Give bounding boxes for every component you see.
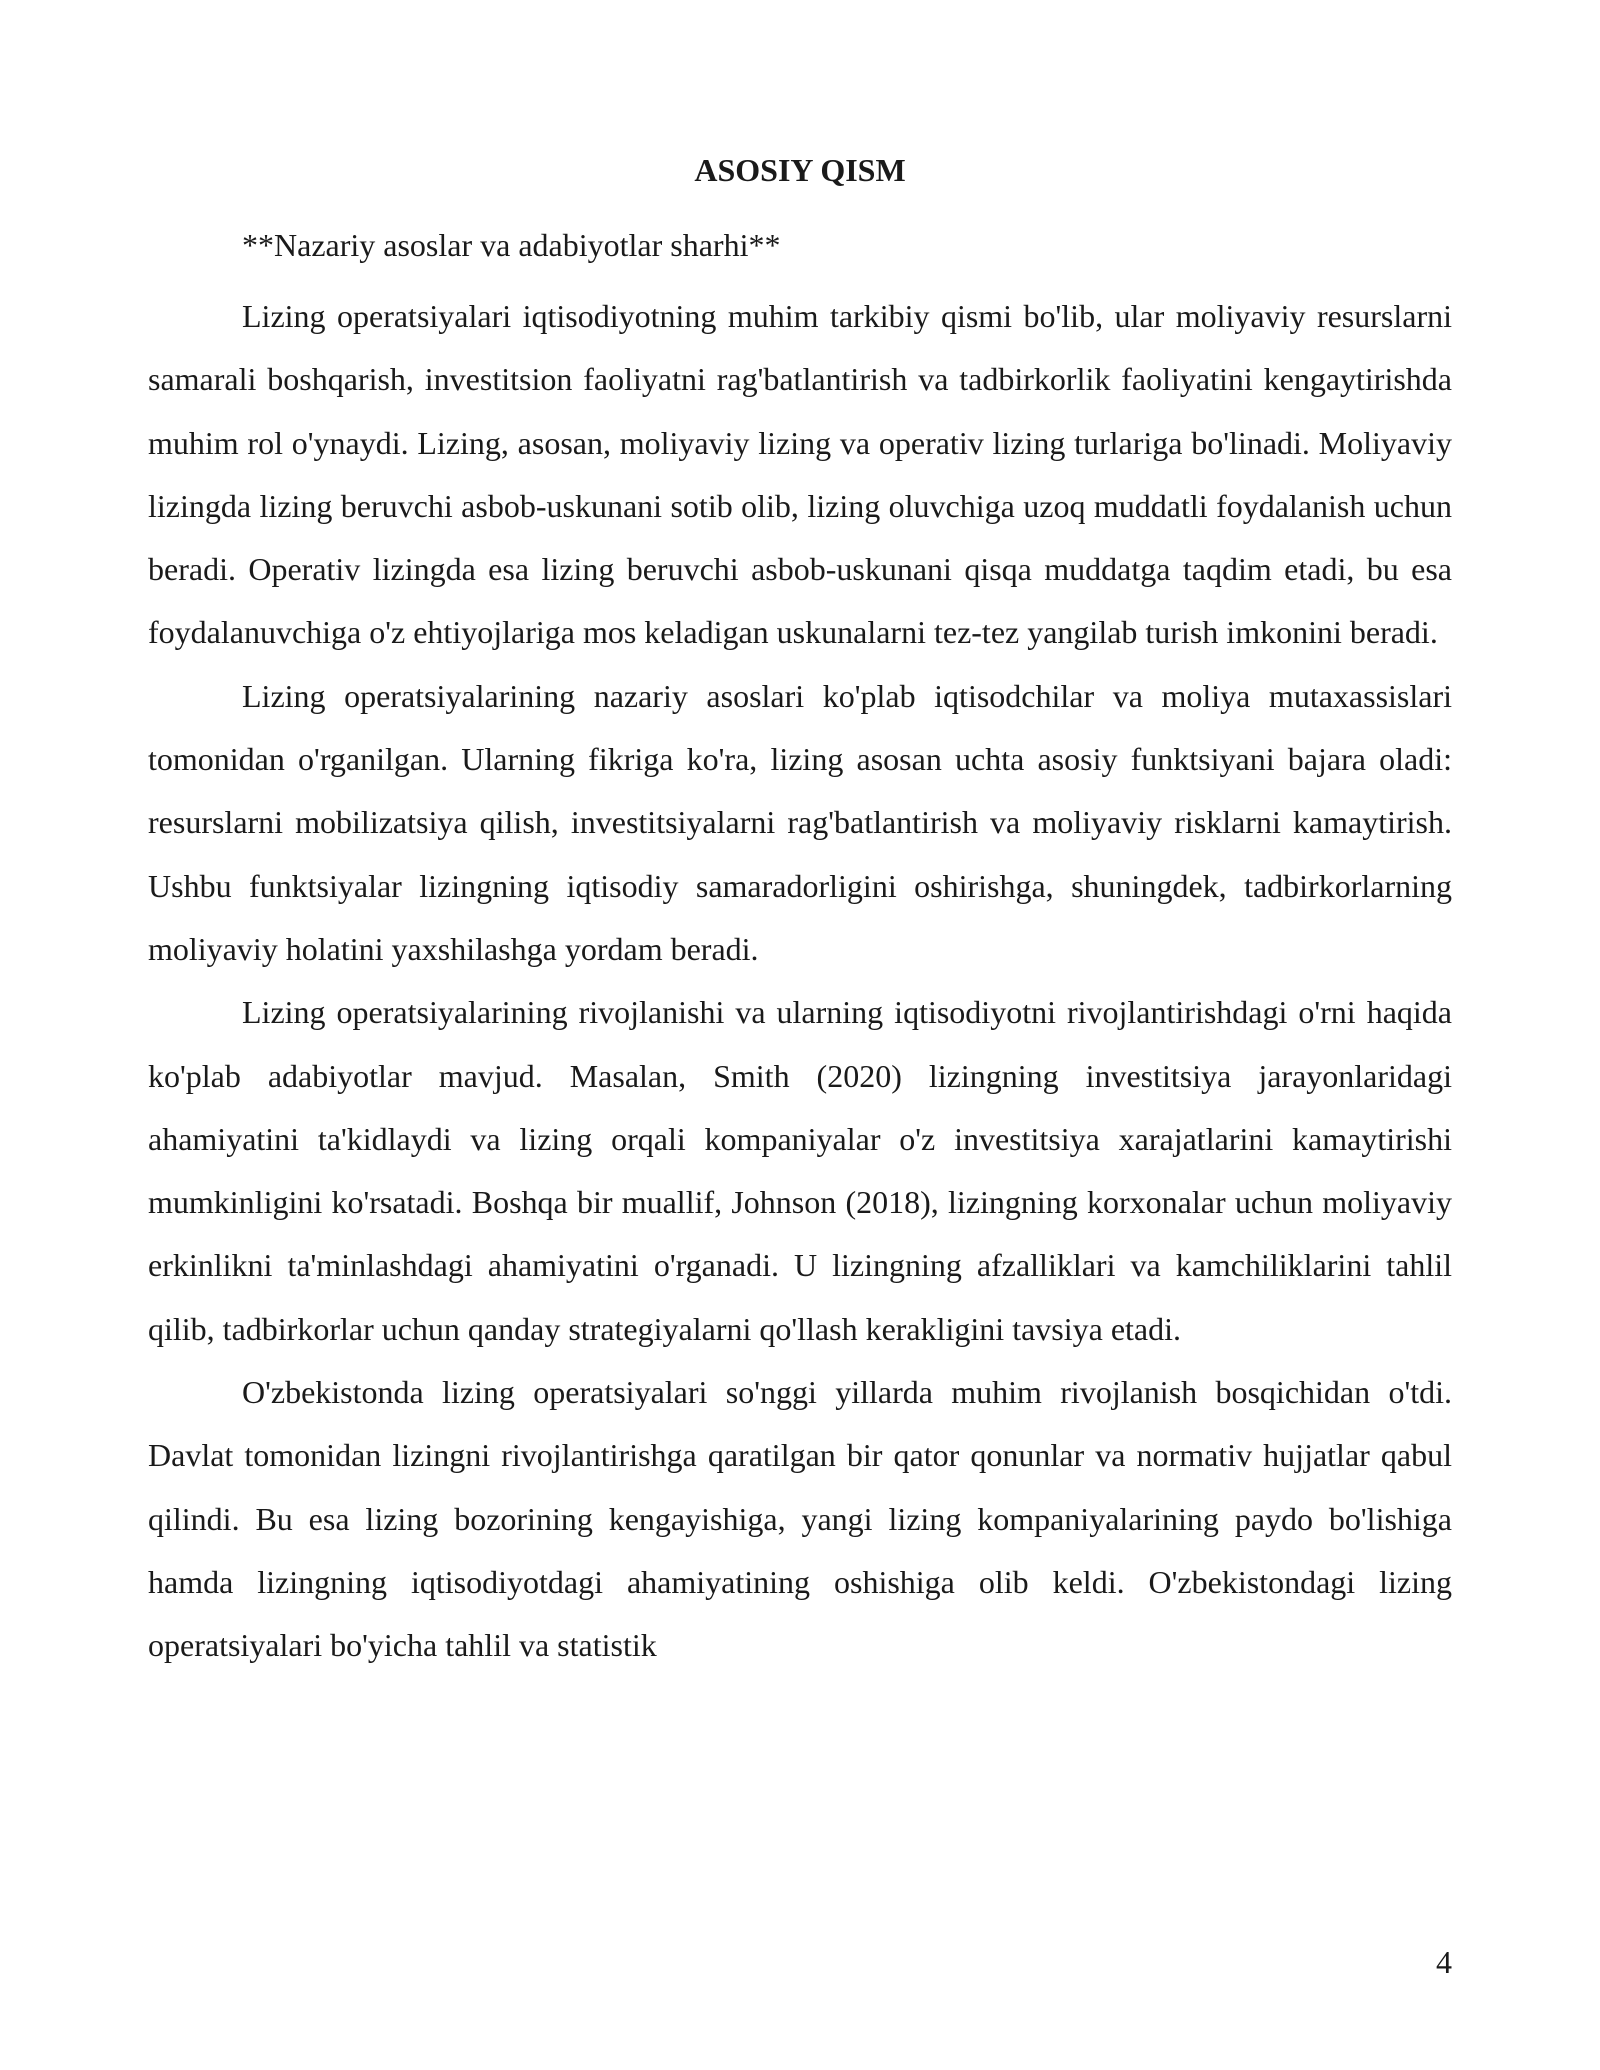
- paragraph: Lizing operatsiyalari iqtisodiyotning muhim tarkibiy qismi bo'lib, ular moliyaviy resurslarni samarali boshqarish, investitsion faoliyatni rag'batlantirish va tadbirkorlik faoliyatini kengaytirishda muhim rol o'ynaydi. Lizing, asosan, moliyaviy lizing va operativ lizing turlariga bo'linadi. Moliyaviy lizingda lizing beruvchi asbob-uskunani sotib olib, lizing oluvchiga uzoq muddatli foydalanish uchun beradi. Operativ lizingda esa lizing beruvchi asbob-uskunani qisqa muddatga taqdim etadi, bu esa foydalanuvchiga o'z ehtiyojlariga mos keladigan uskunalarni tez-tez yangilab turish imkonini beradi.: [148, 298, 1452, 651]
- paragraph: O'zbekistonda lizing operatsiyalari so'nggi yillarda muhim rivojlanish bosqichidan o'tdi. Davlat tomonidan lizingni rivojlantirishga qaratilgan bir qator qonunlar va normativ hujjatlar qabul qilindi. Bu esa lizing bozorining kengayishiga, yangi lizing kompaniyalarining paydo bo'lishiga hamda lizingning iqtisodiyotdagi ahamiyatining oshishiga olib keldi. O'zbekistondagi lizing operatsiyalari bo'yicha tahlil va statistik: [148, 1374, 1452, 1664]
- subsection-heading: **Nazariy asoslar va adabiyotlar sharhi**: [242, 227, 781, 263]
- paragraph: Lizing operatsiyalarining rivojlanishi va ularning iqtisodiyotni rivojlantirishdagi o'rni haqida ko'plab adabiyotlar mavjud. Masalan, Smith (2020) lizingning investitsiya jarayonlaridagi ahamiyatini ta'kidlaydi va lizing orqali kompaniyalar o'z investitsiya xarajatlarini kamaytirishi mumkinligini ko'rsatadi. Boshqa bir muallif, Johnson (2018), lizingning korxonalar uchun moliyaviy erkinlikni ta'minlashdagi ahamiyatini o'rganadi. U lizingning afzalliklari va kamchiliklarini tahlil qilib, tadbirkorlar uchun qanday strategiyalarni qo'llash kerakligini tavsiya etadi.: [148, 994, 1452, 1347]
- page-number: 4: [1436, 1944, 1452, 1980]
- document-page: [148, 0, 1452, 2070]
- section-heading: ASOSIY QISM: [694, 152, 906, 188]
- paragraph: Lizing operatsiyalarining nazariy asoslari ko'plab iqtisodchilar va moliya mutaxassislari tomonidan o'rganilgan. Ularning fikriga ko'ra, lizing asosan uchta asosiy funktsiyani bajara oladi: resurslarni mobilizatsiya qilish, investitsiyalarni rag'batlantirish va moliyaviy risklarni kamaytirish. Ushbu funktsiyalar lizingning iqtisodiy samaradorligini oshirishga, shuningdek, tadbirkorlarning moliyaviy holatini yaxshilashga yordam beradi.: [148, 677, 1452, 967]
- body-text: [148, 285, 1452, 1678]
